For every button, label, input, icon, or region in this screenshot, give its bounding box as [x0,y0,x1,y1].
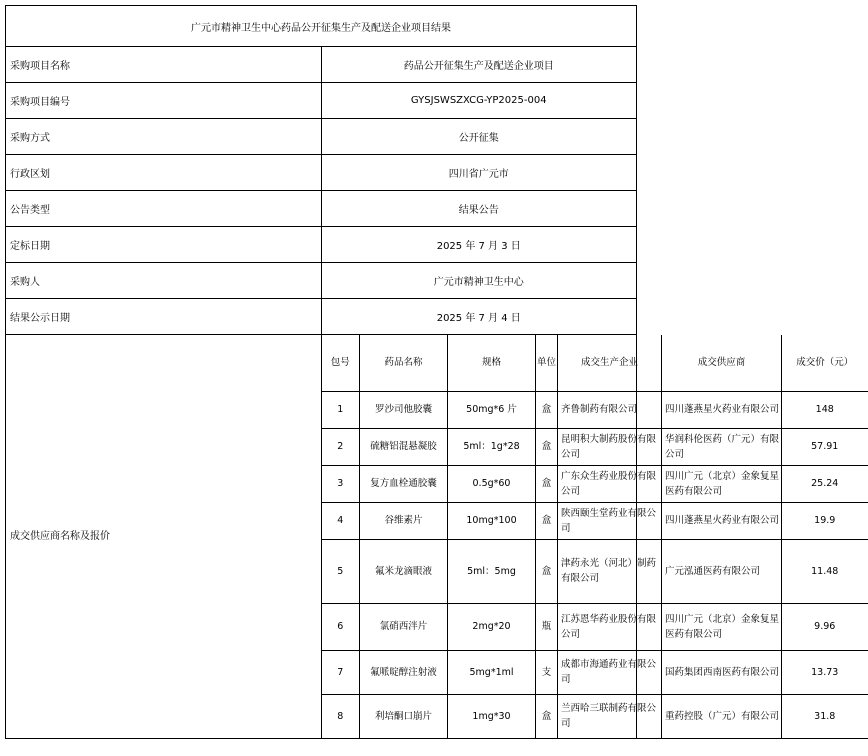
row-maker: 江苏恩华药业股份有限公司 [558,603,662,650]
row-maker: 兰西哈三联制药有限公司 [558,694,662,738]
info-label: 采购项目编号 [6,83,322,119]
row-unit: 盒 [536,428,558,465]
header-supplier: 成交供应商 [662,335,782,391]
results-table [322,335,868,739]
row-no: 3 [322,465,360,502]
row-spec: 5ml：1g*28 [448,428,536,465]
row-maker: 陕西颐生堂药业有限公司 [558,502,662,539]
info-value: 药品公开征集生产及配送企业项目 [321,47,637,83]
row-spec: 10mg*100 [448,502,536,539]
row-price: 13.73 [782,650,868,694]
info-label: 采购项目名称 [6,47,322,83]
info-row [6,83,637,119]
table-row [322,650,868,694]
info-label: 采购方式 [6,119,322,155]
info-value: 2025 年 7 月 4 日 [321,299,637,335]
row-spec: 5mg*1ml [448,650,536,694]
row-no: 6 [322,603,360,650]
info-row [6,227,637,263]
row-spec: 2mg*20 [448,603,536,650]
row-spec: 5ml：5mg [448,539,536,603]
row-supplier: 广元泓通医药有限公司 [662,539,782,603]
row-name: 复方血栓通胶囊 [360,465,448,502]
info-row [6,47,637,83]
header-maker: 成交生产企业 [558,335,662,391]
row-supplier: 四川蓬燕星火药业有限公司 [662,502,782,539]
row-unit: 盒 [536,391,558,428]
document-title: 广元市精神卫生中心药品公开征集生产及配送企业项目结果 [6,6,637,47]
info-label: 公告类型 [6,191,322,227]
row-name: 利培酮口崩片 [360,694,448,738]
info-row [6,263,637,299]
info-value: 结果公告 [321,191,637,227]
row-supplier: 四川广元（北京）金象复星医药有限公司 [662,465,782,502]
info-value: GYSJSWSZXCG-YP2025-004 [321,83,637,119]
header-unit: 单位 [536,335,558,391]
header-price: 成交价（元） [782,335,868,391]
results-cell [321,335,854,739]
header-name: 药品名称 [360,335,448,391]
row-spec: 0.5g*60 [448,465,536,502]
info-label: 行政区划 [6,155,322,191]
info-label: 采购人 [6,263,322,299]
row-maker: 齐鲁制药有限公司 [558,391,662,428]
info-label: 定标日期 [6,227,322,263]
row-unit: 盒 [536,694,558,738]
table-row [322,465,868,502]
row-price: 9.96 [782,603,868,650]
row-name: 硫糖铝混悬凝胶 [360,428,448,465]
row-supplier: 国药集团西南医药有限公司 [662,650,782,694]
info-row [6,119,637,155]
header-no: 包号 [322,335,360,391]
table-row [322,428,868,465]
row-no: 8 [322,694,360,738]
row-unit: 盒 [536,502,558,539]
table-row [322,539,868,603]
info-value: 广元市精神卫生中心 [321,263,637,299]
row-unit: 瓶 [536,603,558,650]
table-row [322,603,868,650]
row-unit: 盒 [536,539,558,603]
row-unit: 支 [536,650,558,694]
results-label: 成交供应商名称及报价 [6,335,322,739]
row-unit: 盒 [536,465,558,502]
table-row [322,502,868,539]
row-supplier: 重药控股（广元）有限公司 [662,694,782,738]
table-row [322,391,868,428]
row-name: 罗沙司他胶囊 [360,391,448,428]
info-row [6,191,637,227]
row-no: 5 [322,539,360,603]
row-no: 1 [322,391,360,428]
info-row [6,155,637,191]
row-price: 25.24 [782,465,868,502]
info-label: 结果公示日期 [6,299,322,335]
row-maker: 津药永光（河北）制药有限公司 [558,539,662,603]
row-name: 氟哌啶醇注射液 [360,650,448,694]
result-table [5,5,854,739]
result-document [5,5,854,739]
row-spec: 50mg*6 片 [448,391,536,428]
row-supplier: 华润科伦医药（广元）有限公司 [662,428,782,465]
header-spec: 规格 [448,335,536,391]
row-maker: 昆明积大制药股份有限公司 [558,428,662,465]
row-supplier: 四川蓬燕星火药业有限公司 [662,391,782,428]
row-maker: 成都市海通药业有限公司 [558,650,662,694]
row-price: 19.9 [782,502,868,539]
row-spec: 1mg*30 [448,694,536,738]
info-value: 公开征集 [321,119,637,155]
row-price: 31.8 [782,694,868,738]
row-name: 氟米龙滴眼液 [360,539,448,603]
row-no: 4 [322,502,360,539]
row-name: 氯硝西泮片 [360,603,448,650]
info-value: 2025 年 7 月 3 日 [321,227,637,263]
row-no: 2 [322,428,360,465]
row-no: 7 [322,650,360,694]
table-row [322,694,868,738]
row-name: 谷维素片 [360,502,448,539]
info-row [6,299,637,335]
row-price: 11.48 [782,539,868,603]
row-price: 57.91 [782,428,868,465]
row-supplier: 四川广元（北京）金象复星医药有限公司 [662,603,782,650]
results-header-row [322,335,868,391]
info-value: 四川省广元市 [321,155,637,191]
row-maker: 广东众生药业股份有限公司 [558,465,662,502]
row-price: 148 [782,391,868,428]
